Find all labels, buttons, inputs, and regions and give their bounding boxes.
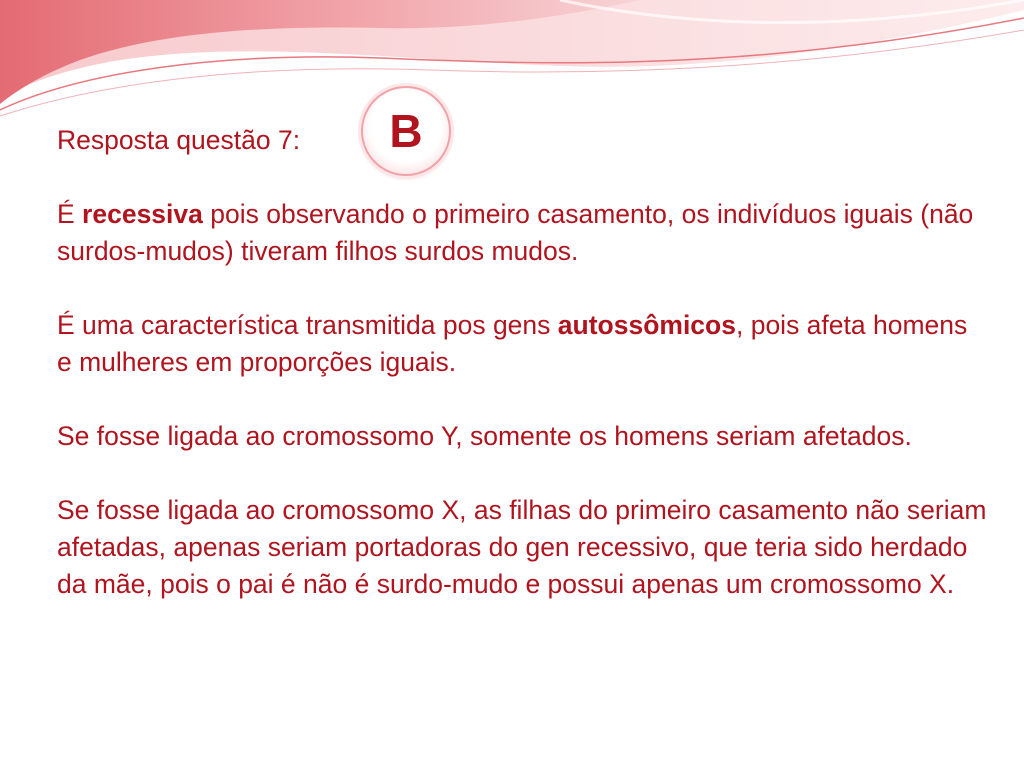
slide-content (57, 122, 987, 640)
paragraph-cromossomo-y: Se fosse ligada ao cromossomo Y, somente os homens seriam afetados. (57, 421, 912, 451)
paragraph-recessiva (57, 196, 987, 270)
header-wave-decoration (0, 0, 1024, 130)
paragraph2-suffix: , pois afeta homens e mulheres em proporções iguais. (57, 310, 968, 377)
paragraph-cromossomo-x: Se fosse ligada ao cromossomo X, as filhas do primeiro casamento não seriam afetadas, apenas seriam portadoras do gen recessivo, que teria sido herdado da mãe, pois o pai é não é surdo-mudo e possui apenas um cromossomo X. (57, 495, 987, 599)
paragraph-autossomicos (57, 307, 987, 381)
question-label: Resposta questão 7: (57, 125, 301, 155)
paragraph2-bold-term: autossômicos (557, 310, 736, 340)
paragraph1-bold-term: recessiva (82, 199, 203, 229)
answer-letter: B (389, 105, 423, 157)
paragraph2-prefix: É uma característica transmitida pos gens (57, 310, 558, 340)
paragraph1-prefix: É (57, 199, 83, 229)
paragraph1-suffix: pois observando o primeiro casamento, os indivíduos iguais (não surdos-mudos) tiveram filhos surdos mudos. (57, 199, 974, 266)
